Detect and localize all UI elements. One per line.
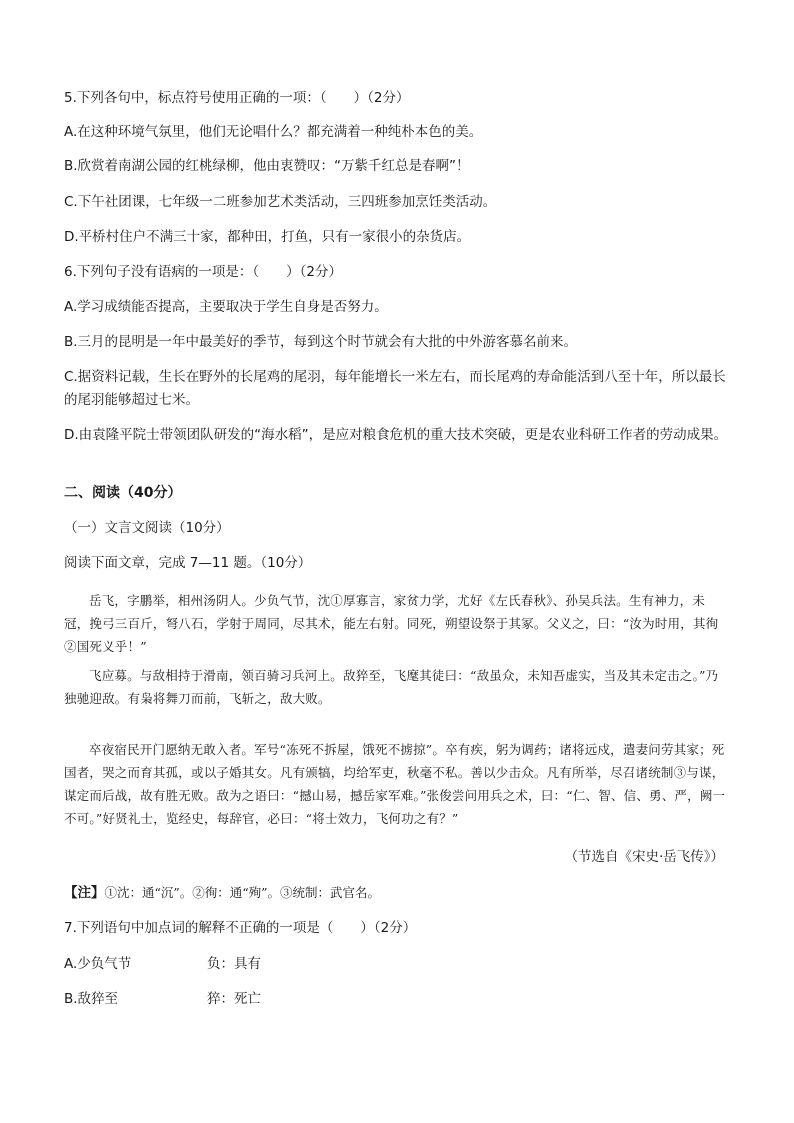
- passage-paragraph-3: 卒夜宿民开门愿纳无敢入者。军号“冻死不拆屋，饿死不掳掠”。卒有疾，躬为调药；诸将远戍，遣妻问劳其家；死国者，哭之而育其孤，或以子婚其女。凡有颁犒，均给军吏，秋毫不私。善以少击众。凡有所举，尽召诸统制③与谋，谋定而后战，故有胜无败。敌为之语曰：“撼山易，撼岳家军难。”张俊尝问用兵之术，曰：“仁、智、信、勇、严，阙一不可。”好贤礼士，览经史，每辞官，必曰：“将士效力，飞何功之有？”: [64, 742, 726, 826]
- question-7-option-b-explanation: 猝：死亡: [207, 991, 261, 1007]
- question-5-option-c: C.下午社团课，七年级一二班参加艺术类活动，三四班参加烹饪类活动。: [64, 194, 497, 210]
- footnotes-text: ①沈：通“沉”。②徇：通“殉”。③统制：武官名。: [104, 885, 381, 900]
- footnotes-label: 【注】: [64, 885, 105, 901]
- question-7-stem: 7.下列语句中加点词的解释不正确的一项是（ ）（2分）: [64, 920, 417, 936]
- question-7-option-a-phrase: A.少负气节: [64, 956, 132, 972]
- footnotes: [64, 883, 380, 903]
- question-5-option-b: B.欣赏着南湖公园的红桃绿柳，他由衷赞叹：“万紫千红总是春啊”！: [64, 158, 470, 174]
- question-7-option-b-phrase: B.敌猝至: [64, 991, 119, 1007]
- question-6-stem: 6.下列句子没有语病的一项是：（ ）（2分）: [64, 264, 342, 280]
- question-6-option-c: C.据资料记载，生长在野外的长尾鸡的尾羽，每年能增长一米左右，而长尾鸡的寿命能活到八至十年，所以最长的尾羽能够超过七米。: [64, 369, 726, 408]
- reading-instruction: 阅读下面文章，完成 7—11 题。（10分）: [64, 555, 312, 571]
- section-2-title: 二、阅读（40分）: [64, 485, 182, 501]
- passage-paragraph-2: 飞应募。与敌相持于滑南，领百骑习兵河上。敌猝至，飞麾其徒曰：“敌虽众，未知吾虚实，当及其未定击之。”乃独驰迎敌。有枭将舞刀而前，飞斩之，敌大败。: [64, 668, 719, 706]
- question-5-option-d: D.平桥村住户不满三十家，都种田，打鱼，只有一家很小的杂货店。: [64, 229, 471, 245]
- question-6-option-a: A.学习成绩能否提高，主要取决于学生自身是否努力。: [64, 299, 388, 315]
- question-5-stem: 5.下列各句中，标点符号使用正确的一项：（ ）（2分）: [64, 90, 410, 106]
- question-6-option-d: D.由袁隆平院士带领团队研发的“海水稻”，是应对粮食危机的重大技术突破，更是农业科研工作者的劳动成果。: [64, 427, 728, 443]
- section-2-subtitle: （一）文言文阅读（10分）: [64, 520, 230, 536]
- passage-paragraph-1: 岳飞，字鹏举，相州汤阴人。少负气节，沈①厚寡言，家贫力学，尤好《左氏春秋》、孙吴兵法。生有神力，未冠，挽弓三百斤，弩八石，学射于周同，尽其术，能左右射。同死，朔望设祭于其冢。父义之，曰：“汝为时用，其徇②国死义乎！”: [64, 593, 719, 654]
- question-7-option-a-explanation: 负：具有: [207, 956, 261, 972]
- question-5-option-a: A.在这种环境气氛里，他们无论唱什么？都充满着一种纯朴本色的美。: [64, 124, 483, 140]
- passage-source: （节选自《宋史·岳飞传》）: [564, 849, 724, 865]
- question-6-option-b: B.三月的昆明是一年中最美好的季节，每到这个时节就会有大批的中外游客慕名前来。: [64, 334, 578, 350]
